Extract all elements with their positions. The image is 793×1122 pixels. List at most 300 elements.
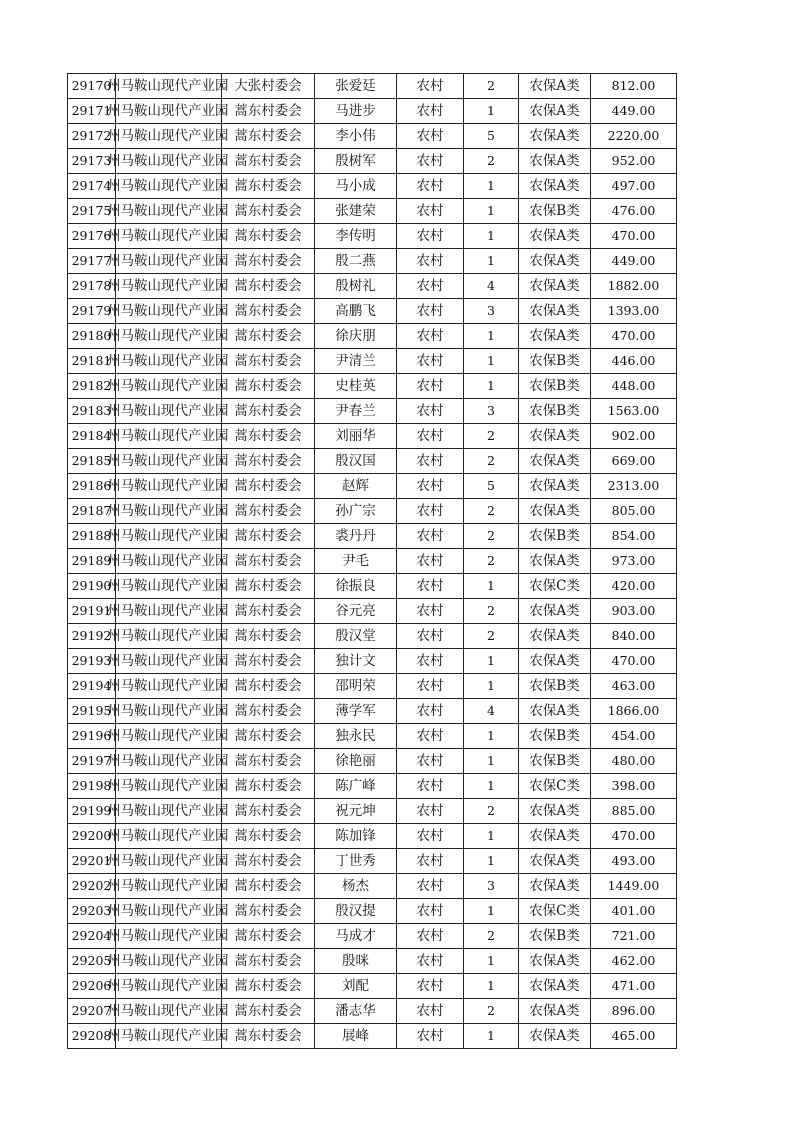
cell-unit-text: 州马鞍山现代产业园: [107, 503, 229, 519]
cell-type: 农村: [397, 324, 464, 349]
cell-id: 29175: [68, 199, 116, 224]
cell-name: 展峰: [315, 1024, 397, 1049]
cell-count: 2: [464, 499, 519, 524]
table-row: [68, 299, 677, 324]
cell-cat: 农保A类: [519, 599, 591, 624]
cell-cat: 农保A类: [519, 1024, 591, 1049]
cell-id: 29189: [68, 549, 116, 574]
cell-cat: 农保A类: [519, 649, 591, 674]
cell-amount: 462.00: [591, 949, 677, 974]
table-row: [68, 674, 677, 699]
cell-cat: 农保B类: [519, 724, 591, 749]
cell-amount: 471.00: [591, 974, 677, 999]
cell-village: 蒿东村委会: [222, 874, 315, 899]
cell-type: 农村: [397, 949, 464, 974]
cell-unit: [107, 149, 229, 174]
table-row: [68, 399, 677, 424]
cell-amount: 952.00: [591, 149, 677, 174]
cell-count: 2: [464, 799, 519, 824]
cell-type: 农村: [397, 824, 464, 849]
cell-id: 29176: [68, 224, 116, 249]
cell-cat: 农保B类: [519, 524, 591, 549]
cell-name: 杨杰: [315, 874, 397, 899]
cell-type: 农村: [397, 874, 464, 899]
cell-cat: 农保A类: [519, 174, 591, 199]
table-row: [68, 374, 677, 399]
cell-amount: 669.00: [591, 449, 677, 474]
cell-unit: [107, 249, 229, 274]
cell-unit: [107, 799, 229, 824]
table-row: [68, 924, 677, 949]
cell-name: 张爱廷: [315, 74, 397, 99]
cell-name: 尹毛: [315, 549, 397, 574]
cell-unit: [107, 349, 229, 374]
cell-id: 29198: [68, 774, 116, 799]
cell-cat: 农保A类: [519, 424, 591, 449]
cell-village: 蒿东村委会: [222, 824, 315, 849]
cell-name: 潘志华: [315, 999, 397, 1024]
cell-id: 29206: [68, 974, 116, 999]
cell-unit-text: 州马鞍山现代产业园: [107, 253, 229, 269]
cell-id: 29204: [68, 924, 116, 949]
cell-unit-text: 州马鞍山现代产业园: [107, 153, 229, 169]
cell-count: 1: [464, 574, 519, 599]
cell-unit: [107, 549, 229, 574]
cell-name: 赵辉: [315, 474, 397, 499]
cell-unit: [107, 124, 229, 149]
cell-village: 蒿东村委会: [222, 949, 315, 974]
cell-name: 刘配: [315, 974, 397, 999]
cell-cat: 农保A类: [519, 799, 591, 824]
table-row: [68, 174, 677, 199]
cell-cat: 农保A类: [519, 874, 591, 899]
cell-type: 农村: [397, 924, 464, 949]
cell-count: 2: [464, 924, 519, 949]
cell-id: 29173: [68, 149, 116, 174]
cell-count: 1: [464, 324, 519, 349]
cell-amount: 470.00: [591, 824, 677, 849]
cell-count: 2: [464, 424, 519, 449]
table-row: [68, 774, 677, 799]
cell-cat: 农保A类: [519, 299, 591, 324]
cell-village: 蒿东村委会: [222, 1024, 315, 1049]
table-row: [68, 449, 677, 474]
cell-unit: [107, 774, 229, 799]
cell-id: 29196: [68, 724, 116, 749]
cell-village: 蒿东村委会: [222, 524, 315, 549]
cell-type: 农村: [397, 224, 464, 249]
table-row: [68, 199, 677, 224]
cell-count: 1: [464, 224, 519, 249]
cell-count: 2: [464, 999, 519, 1024]
table-row: [68, 699, 677, 724]
cell-type: 农村: [397, 574, 464, 599]
cell-unit: [107, 949, 229, 974]
cell-village: 蒿东村委会: [222, 399, 315, 424]
cell-type: 农村: [397, 349, 464, 374]
cell-name: 谷元亮: [315, 599, 397, 624]
table-row: [68, 124, 677, 149]
cell-cat: 农保A类: [519, 124, 591, 149]
cell-cat: 农保A类: [519, 74, 591, 99]
cell-type: 农村: [397, 149, 464, 174]
cell-unit-text: 州马鞍山现代产业园: [107, 278, 229, 294]
cell-village: 蒿东村委会: [222, 249, 315, 274]
cell-amount: 476.00: [591, 199, 677, 224]
cell-unit: [107, 524, 229, 549]
cell-count: 2: [464, 549, 519, 574]
cell-unit-text: 州马鞍山现代产业园: [107, 778, 229, 794]
cell-village: 蒿东村委会: [222, 849, 315, 874]
cell-count: 1: [464, 649, 519, 674]
cell-unit-text: 州马鞍山现代产业园: [107, 128, 229, 144]
table-row: [68, 624, 677, 649]
cell-id: 29179: [68, 299, 116, 324]
cell-count: 4: [464, 274, 519, 299]
cell-id: 29208: [68, 1024, 116, 1049]
cell-unit: [107, 974, 229, 999]
cell-cat: 农保A类: [519, 99, 591, 124]
cell-id: 29188: [68, 524, 116, 549]
cell-name: 史桂英: [315, 374, 397, 399]
cell-count: 1: [464, 774, 519, 799]
cell-count: 2: [464, 74, 519, 99]
cell-amount: 446.00: [591, 349, 677, 374]
table-row: [68, 899, 677, 924]
cell-type: 农村: [397, 124, 464, 149]
cell-amount: 973.00: [591, 549, 677, 574]
cell-unit-text: 州马鞍山现代产业园: [107, 828, 229, 844]
cell-id: 29205: [68, 949, 116, 974]
cell-unit: [107, 624, 229, 649]
cell-village: 蒿东村委会: [222, 149, 315, 174]
cell-id: 29200: [68, 824, 116, 849]
cell-unit-text: 州马鞍山现代产业园: [107, 678, 229, 694]
cell-amount: 805.00: [591, 499, 677, 524]
cell-unit-text: 州马鞍山现代产业园: [107, 753, 229, 769]
table-row: [68, 1024, 677, 1049]
cell-unit-text: 州马鞍山现代产业园: [107, 178, 229, 194]
cell-name: 殷汉堂: [315, 624, 397, 649]
cell-count: 5: [464, 124, 519, 149]
cell-unit-text: 州马鞍山现代产业园: [107, 578, 229, 594]
cell-unit: [107, 899, 229, 924]
cell-unit: [107, 299, 229, 324]
cell-cat: 农保B类: [519, 749, 591, 774]
table-row: [68, 974, 677, 999]
table-row: [68, 349, 677, 374]
cell-cat: 农保A类: [519, 824, 591, 849]
cell-id: 29181: [68, 349, 116, 374]
cell-cat: 农保B类: [519, 399, 591, 424]
cell-cat: 农保A类: [519, 949, 591, 974]
cell-unit: [107, 999, 229, 1024]
cell-village: 蒿东村委会: [222, 549, 315, 574]
cell-unit: [107, 174, 229, 199]
cell-unit-text: 州马鞍山现代产业园: [107, 453, 229, 469]
cell-id: 29186: [68, 474, 116, 499]
cell-cat: 农保B类: [519, 674, 591, 699]
cell-type: 农村: [397, 499, 464, 524]
cell-type: 农村: [397, 474, 464, 499]
cell-unit-text: 州马鞍山现代产业园: [107, 103, 229, 119]
cell-unit-text: 州马鞍山现代产业园: [107, 303, 229, 319]
cell-unit-text: 州马鞍山现代产业园: [107, 78, 229, 94]
cell-cat: 农保A类: [519, 474, 591, 499]
cell-village: 蒿东村委会: [222, 774, 315, 799]
cell-type: 农村: [397, 299, 464, 324]
cell-unit-text: 州马鞍山现代产业园: [107, 603, 229, 619]
cell-id: 29190: [68, 574, 116, 599]
table-row: [68, 249, 677, 274]
cell-village: 蒿东村委会: [222, 424, 315, 449]
cell-unit: [107, 274, 229, 299]
table-row: [68, 424, 677, 449]
cell-unit-text: 州马鞍山现代产业园: [107, 853, 229, 869]
cell-unit: [107, 749, 229, 774]
table-row: [68, 649, 677, 674]
cell-village: 大张村委会: [222, 74, 315, 99]
cell-count: 1: [464, 199, 519, 224]
cell-name: 陈广峰: [315, 774, 397, 799]
cell-cat: 农保A类: [519, 699, 591, 724]
cell-name: 独计文: [315, 649, 397, 674]
cell-village: 蒿东村委会: [222, 274, 315, 299]
cell-amount: 840.00: [591, 624, 677, 649]
cell-village: 蒿东村委会: [222, 199, 315, 224]
cell-amount: 470.00: [591, 224, 677, 249]
cell-cat: 农保A类: [519, 999, 591, 1024]
cell-count: 2: [464, 449, 519, 474]
cell-count: 1: [464, 849, 519, 874]
cell-type: 农村: [397, 624, 464, 649]
cell-count: 2: [464, 599, 519, 624]
cell-name: 薄学军: [315, 699, 397, 724]
cell-type: 农村: [397, 99, 464, 124]
cell-cat: 农保A类: [519, 849, 591, 874]
cell-unit-text: 州马鞍山现代产业园: [107, 378, 229, 394]
cell-amount: 420.00: [591, 574, 677, 599]
cell-amount: 721.00: [591, 924, 677, 949]
cell-count: 1: [464, 899, 519, 924]
cell-type: 农村: [397, 249, 464, 274]
cell-village: 蒿东村委会: [222, 699, 315, 724]
cell-unit: [107, 224, 229, 249]
cell-village: 蒿东村委会: [222, 374, 315, 399]
cell-count: 3: [464, 874, 519, 899]
cell-cat: 农保A类: [519, 274, 591, 299]
table-row: [68, 999, 677, 1024]
cell-name: 丁世秀: [315, 849, 397, 874]
table-body: [68, 74, 677, 1049]
subsidy-table: [67, 73, 677, 1049]
cell-amount: 497.00: [591, 174, 677, 199]
table-row: [68, 324, 677, 349]
table-row: [68, 274, 677, 299]
cell-cat: 农保C类: [519, 899, 591, 924]
cell-name: 徐庆朋: [315, 324, 397, 349]
cell-id: 29183: [68, 399, 116, 424]
cell-unit: [107, 599, 229, 624]
cell-unit-text: 州马鞍山现代产业园: [107, 228, 229, 244]
cell-name: 独永民: [315, 724, 397, 749]
cell-unit-text: 州马鞍山现代产业园: [107, 1003, 229, 1019]
cell-village: 蒿东村委会: [222, 224, 315, 249]
cell-type: 农村: [397, 199, 464, 224]
cell-unit: [107, 74, 229, 99]
cell-name: 徐振良: [315, 574, 397, 599]
cell-count: 2: [464, 624, 519, 649]
cell-id: 29191: [68, 599, 116, 624]
cell-name: 李小伟: [315, 124, 397, 149]
cell-amount: 1866.00: [591, 699, 677, 724]
cell-id: 29202: [68, 874, 116, 899]
cell-unit: [107, 199, 229, 224]
cell-unit: [107, 874, 229, 899]
cell-cat: 农保C类: [519, 774, 591, 799]
cell-unit-text: 州马鞍山现代产业园: [107, 978, 229, 994]
cell-amount: 903.00: [591, 599, 677, 624]
cell-type: 农村: [397, 974, 464, 999]
cell-name: 刘丽华: [315, 424, 397, 449]
cell-unit-text: 州马鞍山现代产业园: [107, 553, 229, 569]
cell-amount: 896.00: [591, 999, 677, 1024]
cell-id: 29182: [68, 374, 116, 399]
cell-amount: 454.00: [591, 724, 677, 749]
cell-name: 殷咪: [315, 949, 397, 974]
cell-count: 1: [464, 749, 519, 774]
cell-unit: [107, 424, 229, 449]
cell-count: 1: [464, 724, 519, 749]
cell-amount: 448.00: [591, 374, 677, 399]
table-row: [68, 599, 677, 624]
table-row: [68, 474, 677, 499]
cell-village: 蒿东村委会: [222, 624, 315, 649]
cell-name: 尹清兰: [315, 349, 397, 374]
cell-village: 蒿东村委会: [222, 124, 315, 149]
cell-name: 祝元坤: [315, 799, 397, 824]
cell-amount: 493.00: [591, 849, 677, 874]
cell-type: 农村: [397, 74, 464, 99]
table-row: [68, 499, 677, 524]
cell-unit-text: 州马鞍山现代产业园: [107, 628, 229, 644]
cell-unit-text: 州马鞍山现代产业园: [107, 728, 229, 744]
table-row: [68, 524, 677, 549]
cell-amount: 902.00: [591, 424, 677, 449]
cell-type: 农村: [397, 799, 464, 824]
cell-id: 29180: [68, 324, 116, 349]
cell-cat: 农保B类: [519, 349, 591, 374]
cell-count: 1: [464, 674, 519, 699]
cell-id: 29184: [68, 424, 116, 449]
cell-amount: 1882.00: [591, 274, 677, 299]
cell-id: 29171: [68, 99, 116, 124]
cell-id: 29192: [68, 624, 116, 649]
cell-count: 2: [464, 149, 519, 174]
cell-village: 蒿东村委会: [222, 324, 315, 349]
cell-village: 蒿东村委会: [222, 599, 315, 624]
cell-cat: 农保A类: [519, 549, 591, 574]
cell-unit-text: 州马鞍山现代产业园: [107, 203, 229, 219]
table-row: [68, 824, 677, 849]
cell-name: 殷树军: [315, 149, 397, 174]
cell-id: 29201: [68, 849, 116, 874]
cell-unit: [107, 324, 229, 349]
cell-amount: 885.00: [591, 799, 677, 824]
cell-count: 3: [464, 399, 519, 424]
cell-unit-text: 州马鞍山现代产业园: [107, 403, 229, 419]
cell-village: 蒿东村委会: [222, 574, 315, 599]
cell-type: 农村: [397, 549, 464, 574]
cell-amount: 480.00: [591, 749, 677, 774]
cell-name: 李传明: [315, 224, 397, 249]
cell-name: 殷二燕: [315, 249, 397, 274]
cell-type: 农村: [397, 749, 464, 774]
cell-unit: [107, 924, 229, 949]
cell-amount: 463.00: [591, 674, 677, 699]
cell-unit: [107, 699, 229, 724]
cell-id: 29187: [68, 499, 116, 524]
cell-count: 1: [464, 249, 519, 274]
cell-unit-text: 州马鞍山现代产业园: [107, 328, 229, 344]
cell-unit: [107, 449, 229, 474]
cell-type: 农村: [397, 449, 464, 474]
cell-id: 29172: [68, 124, 116, 149]
cell-cat: 农保A类: [519, 224, 591, 249]
cell-count: 1: [464, 374, 519, 399]
cell-count: 2: [464, 524, 519, 549]
cell-type: 农村: [397, 699, 464, 724]
cell-type: 农村: [397, 774, 464, 799]
cell-id: 29197: [68, 749, 116, 774]
cell-village: 蒿东村委会: [222, 899, 315, 924]
cell-village: 蒿东村委会: [222, 749, 315, 774]
cell-type: 农村: [397, 649, 464, 674]
cell-name: 殷汉国: [315, 449, 397, 474]
cell-type: 农村: [397, 724, 464, 749]
cell-count: 1: [464, 174, 519, 199]
cell-name: 徐艳丽: [315, 749, 397, 774]
cell-type: 农村: [397, 849, 464, 874]
cell-name: 陈加锋: [315, 824, 397, 849]
cell-unit: [107, 849, 229, 874]
cell-unit: [107, 499, 229, 524]
cell-count: 1: [464, 949, 519, 974]
cell-name: 尹春兰: [315, 399, 397, 424]
cell-id: 29203: [68, 899, 116, 924]
cell-unit: [107, 374, 229, 399]
cell-count: 1: [464, 99, 519, 124]
cell-amount: 465.00: [591, 1024, 677, 1049]
cell-unit: [107, 574, 229, 599]
cell-cat: 农保A类: [519, 324, 591, 349]
cell-unit: [107, 399, 229, 424]
cell-amount: 449.00: [591, 249, 677, 274]
cell-cat: 农保A类: [519, 149, 591, 174]
cell-amount: 1563.00: [591, 399, 677, 424]
table-row: [68, 749, 677, 774]
cell-name: 殷树礼: [315, 274, 397, 299]
cell-unit-text: 州马鞍山现代产业园: [107, 528, 229, 544]
cell-unit-text: 州马鞍山现代产业园: [107, 803, 229, 819]
table-row: [68, 874, 677, 899]
cell-count: 1: [464, 824, 519, 849]
table-row: [68, 149, 677, 174]
cell-unit-text: 州马鞍山现代产业园: [107, 953, 229, 969]
cell-unit-text: 州马鞍山现代产业园: [107, 478, 229, 494]
cell-name: 高鹏飞: [315, 299, 397, 324]
cell-unit-text: 州马鞍山现代产业园: [107, 428, 229, 444]
